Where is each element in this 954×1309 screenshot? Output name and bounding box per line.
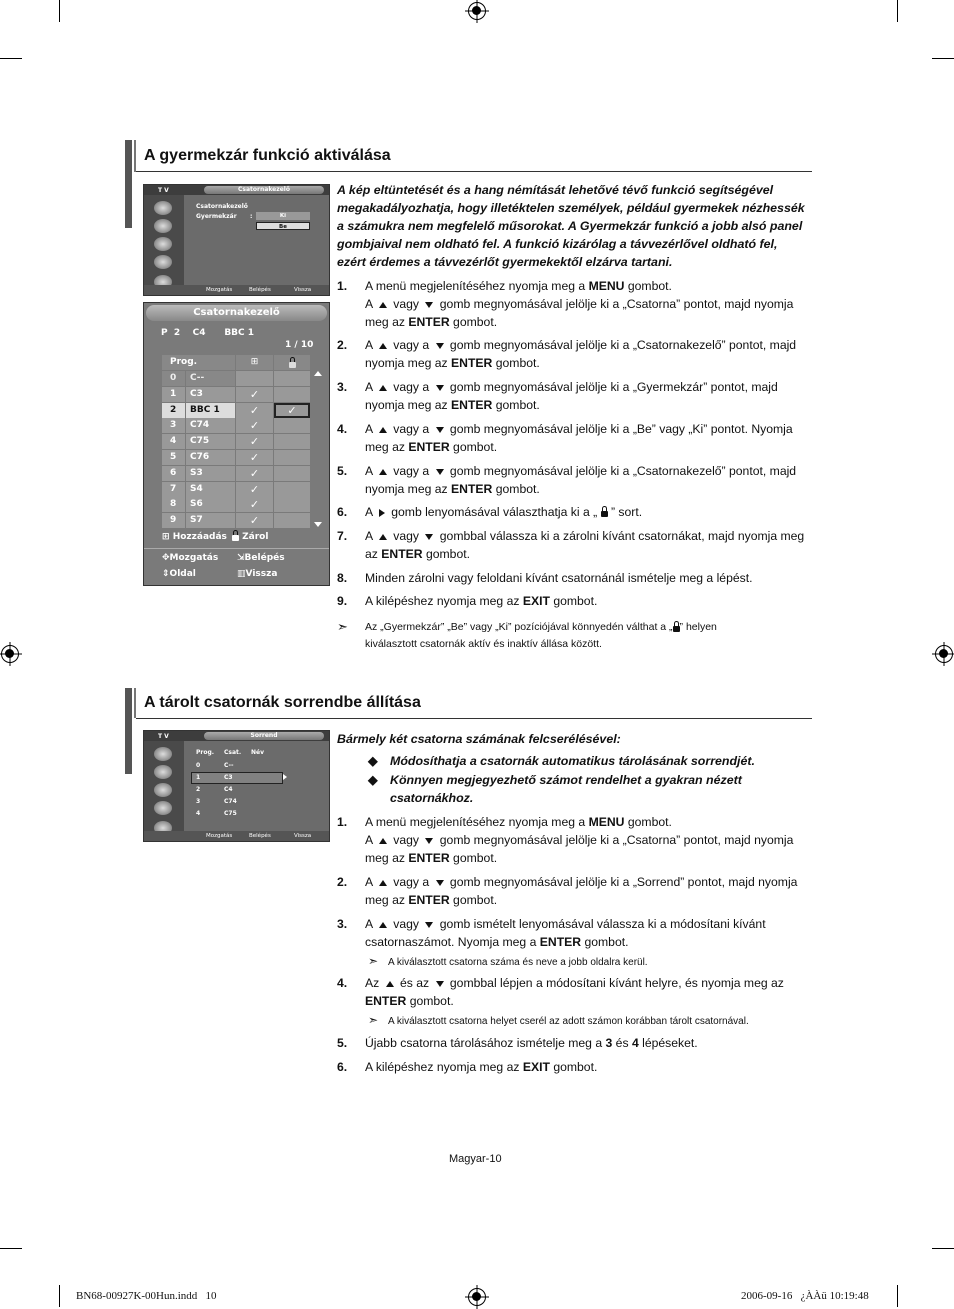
footer-move: Mozgatás bbox=[206, 287, 233, 293]
lock-check[interactable] bbox=[274, 434, 310, 449]
channel-row[interactable] bbox=[162, 513, 310, 528]
up-arrow-icon bbox=[386, 981, 394, 987]
footer-enter: Belépés bbox=[249, 287, 271, 293]
section-bar bbox=[134, 688, 136, 718]
key-label: MENU bbox=[588, 279, 625, 293]
up-arrow-icon bbox=[379, 302, 387, 308]
sound-icon bbox=[154, 765, 172, 779]
step-text: vagy a bbox=[389, 380, 433, 394]
lock-legend bbox=[232, 532, 268, 542]
crop-mark bbox=[59, 1285, 60, 1307]
registration-mark bbox=[1, 645, 19, 663]
channel-name: C3 bbox=[186, 387, 235, 402]
down-arrow-icon bbox=[436, 385, 444, 391]
up-arrow-icon bbox=[379, 880, 387, 886]
channel-row[interactable] bbox=[162, 482, 310, 497]
down-arrow-icon bbox=[425, 922, 433, 928]
col-prog: Prog. bbox=[196, 749, 215, 756]
channel-number: 1 bbox=[162, 387, 185, 402]
back-legend-label: Vissza bbox=[245, 569, 278, 579]
menu-footer bbox=[144, 285, 329, 295]
channel-number: 7 bbox=[162, 482, 185, 497]
step-body bbox=[365, 462, 805, 498]
sort-channel: C74 bbox=[224, 798, 237, 805]
sort-channel: C75 bbox=[224, 810, 237, 817]
step-number: 9. bbox=[337, 594, 348, 608]
registration-mark bbox=[468, 1288, 486, 1306]
add-check[interactable]: ✓ bbox=[236, 434, 273, 449]
key-label: ENTER bbox=[408, 315, 450, 329]
down-arrow-icon bbox=[436, 343, 444, 349]
sort-channel: C4 bbox=[224, 786, 233, 793]
col-channel: Csat. bbox=[224, 749, 242, 756]
channel-row[interactable] bbox=[162, 387, 310, 402]
channel-name: BBC 1 bbox=[186, 403, 235, 418]
step-text: vagy a bbox=[389, 464, 433, 478]
channel-row[interactable] bbox=[162, 434, 310, 449]
step-text: A bbox=[365, 422, 376, 436]
step-number: 6. bbox=[337, 1060, 348, 1074]
channel-manager-screen bbox=[143, 302, 330, 586]
lock-icon bbox=[601, 511, 608, 517]
step-text: gomb megnyomásával jelölje ki a „Csatornakezelő” pontot, majd nyomja meg az bbox=[365, 338, 797, 370]
down-arrow-icon bbox=[436, 469, 444, 475]
key-label: MENU bbox=[588, 815, 625, 829]
step-text: és az bbox=[396, 976, 433, 990]
key-label: 3 bbox=[605, 1036, 613, 1050]
file-info: BN68-00927K-00Hun.indd 10 bbox=[76, 1290, 217, 1302]
section-title: A tárolt csatornák sorrendbe állítása bbox=[144, 694, 421, 711]
key-label: ENTER bbox=[451, 398, 493, 412]
footer-back: Vissza bbox=[294, 287, 312, 293]
page-legend-label: Oldal bbox=[169, 569, 196, 579]
step-number: 5. bbox=[337, 464, 348, 478]
key-label: EXIT bbox=[522, 594, 550, 608]
arrow-right-icon bbox=[283, 774, 287, 780]
prog-header-label: Prog. bbox=[170, 357, 198, 367]
add-check[interactable]: ✓ bbox=[236, 482, 273, 497]
channel-name: C74 bbox=[186, 418, 235, 433]
page-number: Magyar-10 bbox=[449, 1153, 502, 1165]
sound-icon bbox=[154, 219, 172, 233]
step-text: vagy bbox=[389, 529, 423, 543]
step-text: gomb lenyomásával választhatja ki a „ bbox=[387, 505, 601, 519]
timestamp: 2006-09-16 ¿ÀÀü 10:19:48 bbox=[741, 1290, 869, 1302]
step-number: 2. bbox=[337, 338, 348, 352]
add-check[interactable] bbox=[236, 371, 273, 386]
step-number: 3. bbox=[337, 380, 348, 394]
crop-mark bbox=[0, 58, 22, 59]
page-indicator: 1 / 10 bbox=[285, 340, 314, 350]
step-number: 2. bbox=[337, 875, 348, 889]
menu-footer bbox=[144, 831, 329, 841]
add-check[interactable]: ✓ bbox=[236, 513, 273, 528]
move-legend: ✥Mozgatás bbox=[162, 553, 219, 563]
channel-row[interactable] bbox=[162, 418, 310, 433]
tv-label: T V bbox=[158, 187, 169, 194]
step-text: gomb megnyomásával jelölje ki a „Gyermekzár” pontot, majd nyomja meg az bbox=[365, 380, 778, 412]
step-body bbox=[365, 527, 805, 563]
setup-icon bbox=[154, 255, 172, 269]
down-arrow-icon bbox=[425, 534, 433, 540]
channel-number: 2 bbox=[162, 403, 185, 418]
up-arrow-icon bbox=[379, 534, 387, 540]
prog-header bbox=[162, 355, 235, 370]
crop-mark bbox=[0, 1248, 22, 1249]
add-check[interactable]: ✓ bbox=[236, 418, 273, 433]
step-body bbox=[365, 813, 805, 867]
current-program: P 2 C4 BBC 1 bbox=[161, 328, 255, 338]
step-text: gombbal válassza ki a zárolni kívánt csatornákat, majd nyomja meg az bbox=[365, 529, 805, 561]
tv-label: T V bbox=[158, 733, 169, 740]
step-text: A bbox=[365, 833, 376, 847]
note-arrow-icon: ➣ bbox=[368, 1013, 379, 1027]
step-text: Újabb csatorna tárolásához ismételje meg a bbox=[365, 1036, 606, 1050]
note-text: ” helyen kiválasztott csatornák aktív és inaktív állása között. bbox=[365, 621, 717, 650]
step-number: 8. bbox=[337, 571, 348, 585]
step-text: gomb megnyomásával jelölje ki a „Csatorna” pontot, majd nyomja meg az bbox=[365, 297, 794, 329]
down-arrow-icon bbox=[425, 302, 433, 308]
step-number: 1. bbox=[337, 279, 348, 293]
channel-name: S6 bbox=[186, 497, 235, 512]
channel-number: 6 bbox=[162, 466, 185, 481]
note-arrow-icon: ➣ bbox=[337, 619, 348, 634]
step-text: gombot. bbox=[492, 356, 540, 370]
channel-number: 3 bbox=[162, 418, 185, 433]
picture-icon bbox=[154, 747, 172, 761]
step-number: 1. bbox=[337, 815, 348, 829]
channel-name: C76 bbox=[186, 450, 235, 465]
section-bar bbox=[134, 140, 136, 172]
channel-number: 8 bbox=[162, 497, 185, 512]
up-arrow-icon bbox=[379, 427, 387, 433]
step-body bbox=[365, 1058, 805, 1076]
note-text: A kiválasztott csatorna helyet cserél az adott számon korábban tárolt csatornával. bbox=[388, 1016, 749, 1027]
step-text: gombot. bbox=[624, 815, 672, 829]
channel-row[interactable] bbox=[162, 497, 310, 512]
channel-name: S3 bbox=[186, 466, 235, 481]
step-number: 6. bbox=[337, 505, 348, 519]
step-text: A bbox=[365, 875, 376, 889]
sort-number: 1 bbox=[196, 774, 201, 781]
step-number: 5. bbox=[337, 1036, 348, 1050]
step-body bbox=[365, 915, 805, 951]
step-text: A bbox=[365, 297, 376, 311]
step-body bbox=[365, 974, 805, 1010]
step-body bbox=[365, 503, 805, 521]
lock-icon bbox=[274, 355, 310, 370]
note-text: A kiválasztott csatorna száma és neve a jobb oldalra kerül. bbox=[388, 957, 648, 968]
lock-check[interactable] bbox=[274, 482, 310, 497]
step-text: gombot. bbox=[449, 315, 498, 329]
channel-row[interactable] bbox=[162, 371, 310, 386]
tv-menu-screen bbox=[143, 184, 330, 296]
step-text: és bbox=[612, 1036, 632, 1050]
down-arrow-icon bbox=[425, 838, 433, 844]
step-text: gombbal lépjen a módosítani kívánt helyre, és nyomja meg az bbox=[446, 976, 784, 990]
step-text: A bbox=[365, 380, 376, 394]
key-label: 4 bbox=[631, 1036, 639, 1050]
channel-row[interactable] bbox=[162, 466, 310, 481]
registration-mark bbox=[935, 645, 953, 663]
section-intro: A kép eltüntetését és a hang némítását lehetővé tévő funkció segítségével megakadályozhatja, hogy illetéktelen személyek, például gyermekek nézhessék a számukra nem megfelelő műsorokat. A Gyermekzár funkció a jobb alsó panel gombjaival nem oldható fel. A funkció kizárólag a távvezérlővel oldható fel, ezért érdemes a távvezérlőt gyermekektől elzárva tartani. bbox=[337, 183, 805, 269]
up-arrow-icon bbox=[379, 343, 387, 349]
add-legend: ⊞ Hozzáadás bbox=[162, 532, 227, 542]
registration-mark bbox=[468, 2, 486, 20]
lock-check[interactable]: ✓ bbox=[274, 403, 310, 418]
bullet-text: Könnyen megjegyezhető számot rendelhet a gyakran nézett csatornákhoz. bbox=[390, 773, 742, 805]
crop-mark bbox=[897, 0, 898, 22]
step-body bbox=[365, 336, 805, 372]
step-text: gomb megnyomásával jelölje ki a „Csatorna” pontot, majd nyomja meg az bbox=[365, 833, 794, 865]
step-number: 4. bbox=[337, 422, 348, 436]
diamond-icon: ◆ bbox=[368, 754, 378, 768]
up-arrow-icon bbox=[379, 469, 387, 475]
step-text: vagy bbox=[389, 297, 423, 311]
add-check[interactable]: ✓ bbox=[236, 450, 273, 465]
step-text: gombot. bbox=[406, 994, 454, 1008]
channel-number: 5 bbox=[162, 450, 185, 465]
column-header bbox=[162, 355, 310, 370]
channel-number: 9 bbox=[162, 513, 185, 528]
lock-check[interactable] bbox=[274, 418, 310, 433]
sort-number: 2 bbox=[196, 786, 201, 793]
menu-item: Gyermekzár bbox=[196, 213, 237, 220]
up-arrow-icon bbox=[379, 838, 387, 844]
key-label: ENTER bbox=[381, 547, 423, 561]
step-text: Minden zárolni vagy feloldani kívánt csatornánál ismételje meg a lépést. bbox=[365, 571, 753, 585]
key-label: EXIT bbox=[522, 1060, 550, 1074]
step-text: A kilépéshez nyomja meg az bbox=[365, 1060, 523, 1074]
key-label: ENTER bbox=[408, 893, 450, 907]
channel-icon bbox=[154, 237, 172, 251]
step-text: gombot. bbox=[492, 482, 540, 496]
step-text: gombot. bbox=[449, 440, 498, 454]
step-text: A kilépéshez nyomja meg az bbox=[365, 594, 523, 608]
sort-number: 0 bbox=[196, 762, 201, 769]
step-text: gomb megnyomásával jelölje ki a „Be” vagy „Ki” pontot. Nyomja meg az bbox=[365, 422, 793, 454]
add-check[interactable]: ✓ bbox=[236, 466, 273, 481]
crop-mark bbox=[897, 1285, 898, 1307]
menu-colon: : bbox=[250, 213, 253, 220]
right-arrow-icon bbox=[379, 509, 385, 517]
sort-channel: C-- bbox=[224, 762, 234, 769]
key-label: ENTER bbox=[408, 440, 450, 454]
key-label: ENTER bbox=[365, 994, 407, 1008]
step-text: gombot. bbox=[549, 594, 598, 608]
scroll-down-icon[interactable] bbox=[314, 522, 322, 527]
page-legend: ⇕Oldal bbox=[162, 569, 196, 579]
section-title: A gyermekzár funkció aktiválása bbox=[144, 147, 391, 164]
channel-row[interactable] bbox=[162, 450, 310, 465]
step-text: gomb megnyomásával jelölje ki a „Csatornakezelő” pontot, majd nyomja meg az bbox=[365, 464, 797, 496]
enter-legend: ⇲Belépés bbox=[237, 553, 285, 563]
crop-mark bbox=[932, 1248, 954, 1249]
step-text: lépéseket. bbox=[638, 1036, 698, 1050]
note-arrow-icon: ➣ bbox=[368, 954, 379, 968]
step-text: gombot. bbox=[492, 398, 540, 412]
step-text: vagy a bbox=[389, 875, 433, 889]
channel-number: 0 bbox=[162, 371, 185, 386]
step-text: A menü megjelenítéséhez nyomja meg a bbox=[365, 279, 589, 293]
add-check[interactable]: ✓ bbox=[236, 403, 273, 418]
step-body bbox=[365, 873, 805, 909]
step-text: gombot. bbox=[581, 935, 629, 949]
step-text: gombot. bbox=[449, 851, 498, 865]
step-text: vagy a bbox=[389, 338, 433, 352]
step-text: Az bbox=[365, 976, 383, 990]
step-text: A bbox=[365, 464, 376, 478]
setup-icon bbox=[154, 801, 172, 815]
step-text: gombot. bbox=[624, 279, 672, 293]
step-number: 3. bbox=[337, 917, 348, 931]
key-label: ENTER bbox=[451, 482, 493, 496]
footer-move: Mozgatás bbox=[206, 833, 233, 839]
step-text: A bbox=[365, 338, 376, 352]
add-check[interactable]: ✓ bbox=[236, 497, 273, 512]
menu-title-bar: Csatornakezelő bbox=[204, 186, 324, 194]
step-text: gomb ismételt lenyomásával válassza ki a módosítani kívánt csatornaszámot. Nyomja meg a bbox=[365, 917, 766, 949]
footer-divider bbox=[144, 548, 329, 549]
scroll-up-icon[interactable] bbox=[314, 371, 322, 376]
key-label: ENTER bbox=[539, 935, 582, 949]
step-text: vagy bbox=[389, 833, 423, 847]
move-legend-label: Mozgatás bbox=[169, 553, 219, 563]
lock-check[interactable] bbox=[274, 387, 310, 402]
lock-check[interactable] bbox=[274, 450, 310, 465]
step-body bbox=[365, 569, 805, 587]
enter-legend-label: Belépés bbox=[244, 553, 285, 563]
screen-title: Csatornakezelő bbox=[146, 305, 327, 321]
step-text: vagy a bbox=[389, 422, 433, 436]
step-text: A menü megjelenítéséhez nyomja meg a bbox=[365, 815, 589, 829]
step-number: 4. bbox=[337, 976, 348, 990]
selection-box bbox=[191, 772, 283, 784]
diamond-icon: ◆ bbox=[368, 773, 378, 787]
col-name: Név bbox=[251, 749, 265, 756]
step-body bbox=[365, 420, 805, 456]
step-body bbox=[365, 378, 805, 414]
section-divider bbox=[136, 718, 812, 719]
down-arrow-icon bbox=[436, 981, 444, 987]
up-arrow-icon bbox=[379, 922, 387, 928]
add-check[interactable]: ✓ bbox=[236, 387, 273, 402]
menu-sidebar bbox=[144, 741, 184, 831]
channel-name: S4 bbox=[186, 482, 235, 497]
note-text: Az „Gyermekzár” „Be” vagy „Ki” pozíciójával könnyedén válthat a „ bbox=[365, 621, 673, 633]
lock-legend-label: Zárol bbox=[242, 532, 269, 542]
step-body bbox=[365, 1034, 805, 1052]
section-bar bbox=[125, 140, 132, 228]
step-text: vagy bbox=[389, 917, 423, 931]
section-intro: Bármely két csatorna számának felcserélésével: bbox=[337, 732, 621, 746]
down-arrow-icon bbox=[436, 880, 444, 886]
step-text: gombot. bbox=[422, 547, 471, 561]
step-text: gomb megnyomásával jelölje ki a „Sorrend” pontot, majd nyomja meg az bbox=[365, 875, 798, 907]
step-text: gombot. bbox=[449, 893, 498, 907]
step-text: A bbox=[365, 505, 376, 519]
section-divider bbox=[136, 171, 812, 172]
step-text: ” sort. bbox=[607, 505, 643, 519]
sort-number: 3 bbox=[196, 798, 201, 805]
step-text: A bbox=[365, 917, 376, 931]
channel-icon bbox=[154, 783, 172, 797]
step-body bbox=[365, 592, 805, 610]
step-body bbox=[365, 277, 805, 331]
menu-title-bar: Sorrend bbox=[204, 732, 324, 740]
channel-name: S7 bbox=[186, 513, 235, 528]
step-number: 7. bbox=[337, 529, 348, 543]
channel-name: C75 bbox=[186, 434, 235, 449]
crop-mark bbox=[932, 58, 954, 59]
lock-check[interactable] bbox=[274, 497, 310, 512]
menu-item: Csatornakezelő bbox=[196, 203, 248, 210]
section-bar bbox=[125, 688, 132, 774]
tv-menu-screen bbox=[143, 730, 330, 842]
key-label: ENTER bbox=[451, 356, 493, 370]
picture-icon bbox=[154, 201, 172, 215]
up-arrow-icon bbox=[379, 385, 387, 391]
sort-channel: C3 bbox=[224, 774, 233, 781]
back-legend: ▥Vissza bbox=[237, 569, 278, 579]
step-text: gombot. bbox=[549, 1060, 598, 1074]
footer-enter: Belépés bbox=[249, 833, 271, 839]
down-arrow-icon bbox=[436, 427, 444, 433]
channel-row[interactable] bbox=[162, 403, 310, 418]
channel-name: C-- bbox=[186, 371, 235, 386]
channel-number: 4 bbox=[162, 434, 185, 449]
option-off: Ki bbox=[256, 212, 310, 220]
lock-icon bbox=[673, 626, 680, 632]
lock-check[interactable] bbox=[274, 466, 310, 481]
lock-check[interactable] bbox=[274, 513, 310, 528]
key-label: ENTER bbox=[408, 851, 450, 865]
add-legend-label: Hozzáadás bbox=[172, 532, 227, 542]
add-icon: ⊞ bbox=[236, 355, 273, 370]
sort-number: 4 bbox=[196, 810, 201, 817]
lock-check[interactable] bbox=[274, 371, 310, 386]
footer-back: Vissza bbox=[294, 833, 312, 839]
bullet-text: Módosíthatja a csatornák automatikus tárolásának sorrendjét. bbox=[390, 754, 755, 768]
crop-mark bbox=[59, 0, 60, 22]
step-text: A bbox=[365, 529, 376, 543]
menu-sidebar bbox=[144, 195, 184, 285]
option-on: Be bbox=[256, 222, 310, 230]
